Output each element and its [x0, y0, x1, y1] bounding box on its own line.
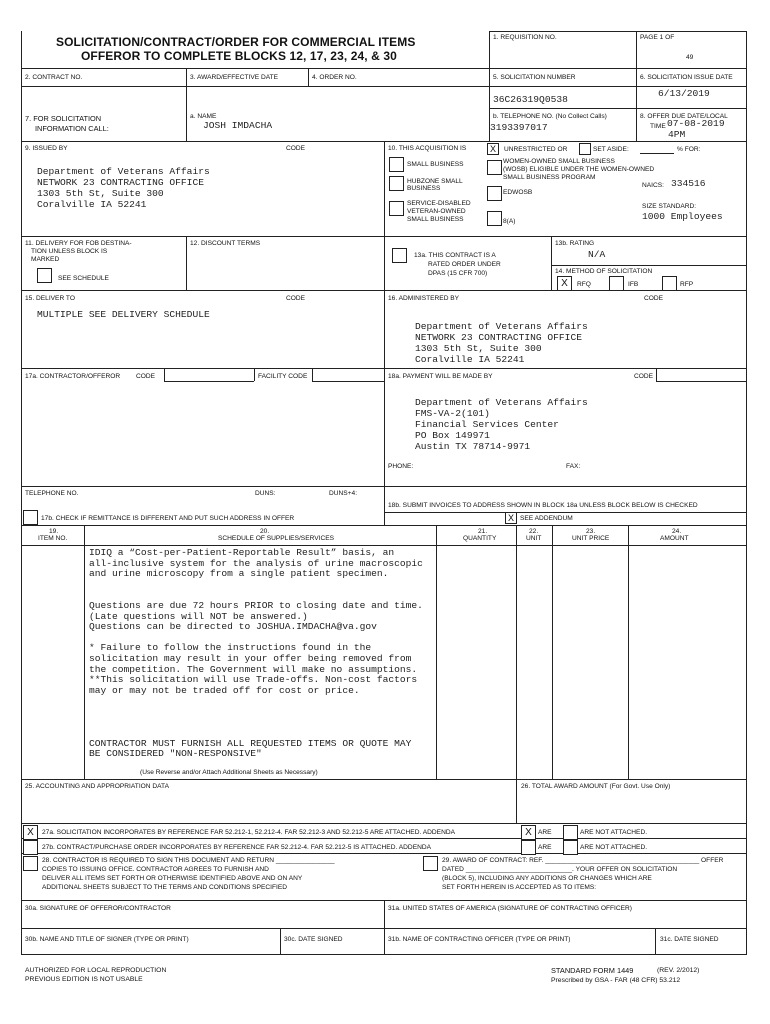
rated-order-checkbox[interactable] [392, 248, 407, 263]
page-label: PAGE 1 OF [640, 34, 675, 41]
rfq-label: RFQ [577, 281, 591, 288]
sdvosb-label-3: SMALL BUSINESS [407, 216, 464, 223]
requisition-no-label: 1. REQUISITION NO. [493, 34, 557, 41]
phone-label: PHONE: [388, 463, 414, 470]
small-business-label: SMALL BUSINESS [407, 161, 464, 168]
payment-by-label: 18a. PAYMENT WILL BE MADE BY [388, 373, 493, 380]
27b-checkbox[interactable] [23, 840, 38, 855]
27a-are-checkbox[interactable]: X [521, 825, 536, 840]
payment-by-line4: PO Box 149971 [415, 430, 490, 441]
offeror-date-label: 30c. DATE SIGNED [284, 936, 343, 943]
administered-by-line3: 1303 5th St, Suite 300 [415, 343, 542, 354]
col24-label: AMOUNT [660, 535, 689, 542]
col19-num: 19. [49, 528, 59, 535]
information-call-label: INFORMATION CALL: [35, 124, 109, 133]
28-text-3: DELIVER ALL ITEMS SET FORTH OR OTHERWISE IDENTIFIED ABOVE AND ON ANY [42, 875, 303, 882]
schedule-line: and urine microscopy from a single patient specimen. [89, 568, 389, 580]
administered-by-label: 16. ADMINISTERED BY [388, 295, 460, 302]
percent-for-label: % FOR: [677, 146, 701, 153]
27a-are-not-label: ARE NOT ATTACHED. [580, 829, 648, 836]
schedule-line: IDIQ a “Cost-per-Patient-Reportable Result” basis, an [89, 547, 395, 558]
edwosb-checkbox[interactable] [487, 186, 502, 201]
offer-due-date-value[interactable]: 07-08-2019 [667, 118, 725, 129]
rated-order-label-1: 13a. THIS CONTRACT IS A [414, 252, 496, 259]
footer-form-name: STANDARD FORM 1449 [551, 966, 634, 975]
sdvosb-label-1: SERVICE-DISABLED [407, 200, 471, 207]
payment-by-line2: FMS-VA-2(101) [415, 408, 490, 419]
col21-label: QUANTITY [463, 535, 497, 542]
offer-due-label: 8. OFFER DUE DATE/LOCAL [640, 113, 728, 120]
29-text-1: 29. AWARD OF CONTRACT: REF. __________________________________________ OFFER [442, 857, 724, 864]
issued-by-line3: 1303 5th St, Suite 300 [37, 188, 164, 199]
delivery-fob-label-1: 11. DELIVERY FOR FOB DESTINA- [25, 240, 132, 247]
schedule-line: (Late questions will NOT be answered.) [89, 610, 308, 622]
administered-by-line1: Department of Veterans Affairs [415, 321, 588, 332]
29-text-4: SET FORTH HEREIN IS ACCEPTED AS TO ITEMS: [442, 884, 597, 891]
accounting-label: 25. ACCOUNTING AND APPROPRIATION DATA [25, 783, 169, 790]
schedule-line: * Failure to follow the instructions found in the [89, 642, 372, 654]
total-award-label: 26. TOTAL AWARD AMOUNT (For Govt. Use Only) [521, 783, 671, 790]
27a-are-not-checkbox[interactable] [563, 825, 578, 840]
schedule-line: Questions are due 72 hours PRIOR to closing date and time. [89, 600, 423, 611]
issued-by-code-label: CODE [286, 145, 306, 152]
co-signature-label: 31a. UNITED STATES OF AMERICA (SIGNATURE OF CONTRACTING OFFICER) [388, 905, 632, 912]
deliver-to-code-label: CODE [286, 295, 306, 302]
unrestricted-label: UNRESTRICTED OR [504, 146, 568, 153]
rating-value[interactable]: N/A [588, 249, 606, 260]
wosb-checkbox[interactable] [487, 160, 502, 175]
small-business-checkbox[interactable] [389, 157, 404, 172]
facility-code-label: FACILITY CODE [258, 373, 308, 380]
footer-previous-edition: PREVIOUS EDITION IS NOT USABLE [25, 976, 143, 983]
discount-terms-label: 12. DISCOUNT TERMS [190, 240, 261, 247]
see-schedule-checkbox[interactable] [37, 268, 52, 283]
solicitation-number-label: 5. SOLICITATION NUMBER [493, 74, 576, 81]
footer-revision: (REV. 2/2012) [657, 967, 700, 974]
footer-reproduction: AUTHORIZED FOR LOCAL REPRODUCTION [25, 967, 167, 974]
delivery-fob-label-3: MARKED [31, 256, 60, 263]
payment-by-line1: Department of Veterans Affairs [415, 397, 588, 408]
col20-label: SCHEDULE OF SUPPLIES/SERVICES [218, 535, 335, 542]
contract-no-label: 2. CONTRACT NO. [25, 74, 83, 81]
payment-code-label: CODE [634, 373, 654, 380]
schedule-line: CONTRACTOR MUST FURNISH ALL REQUESTED ITEMS OR QUOTE MAY [89, 737, 412, 749]
rfq-checkbox[interactable]: X [557, 276, 572, 291]
28-checkbox[interactable] [23, 856, 38, 871]
deliver-to-label: 15. DELIVER TO [25, 295, 75, 302]
set-aside-label: SET ASIDE: [593, 146, 629, 153]
name-value[interactable]: JOSH IMDACHA [203, 120, 273, 131]
name-label: a. NAME [190, 113, 217, 120]
delivery-fob-label-2: TION UNLESS BLOCK IS [31, 248, 108, 255]
contractor-code-label: CODE [136, 373, 156, 380]
for-solicitation-label: 7. FOR SOLICITATION [25, 114, 102, 123]
contractor-offeror-label: 17a. CONTRACTOR/OFFEROR [25, 373, 121, 380]
rating-label: 13b. RATING [555, 240, 595, 247]
administered-by-code-label: CODE [644, 295, 664, 302]
rated-order-label-2: RATED ORDER UNDER [428, 261, 501, 268]
telephone-no-label: TELEPHONE NO. [25, 490, 79, 497]
col19-label: ITEM NO. [38, 535, 68, 542]
acquisition-label: 10. THIS ACQUISITION IS [388, 145, 467, 152]
col23-label: UNIT PRICE [572, 535, 610, 542]
solicitation-number-value[interactable]: 36C26319Q0538 [493, 94, 568, 105]
administered-by-line4: Coralville IA 52241 [415, 354, 525, 365]
29-text-3: (BLOCK 5), INCLUDING ANY ADDITIONS OR CHANGES WHICH ARE [442, 875, 652, 882]
27b-are-checkbox[interactable] [521, 840, 536, 855]
wosb-label-1: WOMEN-OWNED SMALL BUSINESS [503, 158, 615, 165]
fax-label: FAX: [566, 463, 581, 470]
col22-num: 22. [529, 528, 539, 535]
submit-invoices-label: 18b. SUBMIT INVOICES TO ADDRESS SHOWN IN BLOCK 18a UNLESS BLOCK BELOW IS CHECKED [388, 502, 698, 509]
remittance-checkbox[interactable] [23, 510, 38, 525]
co-name-label: 31b. NAME OF CONTRACTING OFFICER (TYPE OR PRINT) [388, 936, 571, 943]
col22-label: UNIT [526, 535, 542, 542]
issued-by-line4: Coralville IA 52241 [37, 199, 147, 210]
eight-a-checkbox[interactable] [487, 211, 502, 226]
hubzone-label-2: BUSINESS [407, 185, 441, 192]
size-standard-label: SIZE STANDARD: [642, 203, 697, 210]
form-title-line1: SOLICITATION/CONTRACT/ORDER FOR COMMERCIAL ITEMS [56, 35, 416, 49]
wosb-label-3: SMALL BUSINESS PROGRAM [503, 174, 596, 181]
schedule-line: the competition. The Government will make no assumptions. [89, 663, 418, 675]
administered-by-line2: NETWORK 23 CONTRACTING OFFICE [415, 332, 582, 343]
27a-checkbox[interactable]: X [23, 825, 38, 840]
co-date-label: 31c. DATE SIGNED [660, 936, 719, 943]
schedule-line: Questions can be directed to JOSHUA.IMDACHA@va.gov [89, 621, 377, 633]
hubzone-checkbox[interactable] [389, 176, 404, 191]
27a-are-label: ARE [538, 829, 552, 836]
telephone-label: b. TELEPHONE NO. (No Collect Calls) [493, 113, 607, 120]
col24-num: 24. [672, 528, 682, 535]
order-no-label: 4. ORDER NO. [312, 74, 357, 81]
28-text-2: COPIES TO ISSUING OFFICE. CONTRACTOR AGREES TO FURNISH AND [42, 866, 269, 873]
edwosb-label: EDWOSB [503, 189, 533, 196]
schedule-line: BE CONSIDERED "NON-RESPONSIVE" [89, 748, 262, 760]
27b-label: 27b. CONTRACT/PURCHASE ORDER INCORPORATES BY REFERENCE FAR 52.212-4. FAR 52.212-5 IS ATTACHED. ADDENDA [42, 844, 432, 851]
unrestricted-checkbox[interactable]: X [487, 143, 499, 155]
duns-label: DUNS: [255, 490, 276, 497]
schedule-line: may or may not be traded off for cost or price. [89, 684, 360, 696]
offeror-signature-label: 30a. SIGNATURE OF OFFEROR/CONTRACTOR [25, 905, 171, 912]
page-total: 49 [686, 54, 694, 61]
rfp-checkbox[interactable] [662, 276, 677, 291]
see-addendum-label: SEE ADDENDUM [520, 515, 573, 522]
29-text-2: DATED _____________________________. YOUR OFFER ON SOLICITATION [442, 866, 678, 873]
duns4-label: DUNS+4: [329, 490, 358, 497]
28-text-1: 28. CONTRACTOR IS REQUIRED TO SIGN THIS DOCUMENT AND RETURN ________________ [42, 857, 335, 864]
method-label: 14. METHOD OF SOLICITATION [555, 268, 653, 275]
schedule-line: all-inclusive system for the analysis of urine macroscopic [89, 557, 423, 569]
payment-by-line5: Austin TX 78714-9971 [415, 441, 531, 452]
sdvosb-label-2: VETERAN-OWNED [407, 208, 466, 215]
issue-date-value[interactable]: 6/13/2019 [658, 88, 710, 99]
remittance-label: 17b. CHECK IF REMITTANCE IS DIFFERENT AND PUT SUCH ADDRESS IN OFFER [41, 515, 295, 522]
naics-label: NAICS: [642, 182, 664, 189]
set-aside-checkbox[interactable] [579, 143, 591, 155]
eight-a-label: 8(A) [503, 218, 516, 225]
27b-are-not-label: ARE NOT ATTACHED. [580, 844, 648, 851]
hubzone-label-1: HUBZONE SMALL [407, 178, 463, 185]
29-checkbox[interactable] [423, 856, 438, 871]
issued-by-line1: Department of Veterans Affairs [37, 166, 210, 177]
issued-by-label: 9. ISSUED BY [25, 145, 68, 152]
award-date-label: 3. AWARD/EFFECTIVE DATE [190, 74, 279, 81]
sdvosb-checkbox[interactable] [389, 201, 404, 216]
ifb-label: IFB [628, 281, 639, 288]
deliver-to-value: MULTIPLE SEE DELIVERY SCHEDULE [37, 309, 210, 320]
offer-time-label: TIME [650, 123, 666, 130]
telephone-value[interactable]: 3193397017 [490, 122, 548, 133]
form-title-line2: OFFEROR TO COMPLETE BLOCKS 12, 17, 23, 24, & 30 [81, 49, 397, 63]
offer-due-time-value[interactable]: 4PM [668, 129, 686, 140]
see-addendum-checkbox[interactable]: X [505, 512, 517, 524]
rated-order-label-3: DPAS (15 CFR 700) [428, 270, 488, 277]
schedule-line: solicitation may result in your offer being removed from [89, 653, 412, 664]
footer-prescribed-by: Prescribed by GSA - FAR (48 CFR) 53.212 [551, 977, 681, 984]
size-standard-value[interactable]: 1000 Employees [642, 211, 723, 222]
col20-num: 20. [260, 528, 270, 535]
wosb-label-2: (WOSB) ELIGIBLE UNDER THE WOMEN-OWNED [503, 166, 655, 173]
col23-num: 23. [586, 528, 596, 535]
rfp-label: RFP [680, 281, 694, 288]
ifb-checkbox[interactable] [609, 276, 624, 291]
reverse-note: (Use Reverse and/or Attach Additional Sheets as Necessary) [140, 769, 318, 776]
naics-value[interactable]: 334516 [671, 178, 706, 189]
see-schedule-label: SEE SCHEDULE [58, 275, 109, 282]
issue-date-label: 6. SOLICITATION ISSUE DATE [640, 74, 733, 81]
col21-num: 21. [478, 528, 488, 535]
28-text-4: ADDITIONAL SHEETS SUBJECT TO THE TERMS AND CONDITIONS SPECIFIED [42, 884, 287, 891]
signer-name-label: 30b. NAME AND TITLE OF SIGNER (TYPE OR PRINT) [25, 936, 189, 943]
payment-by-line3: Financial Services Center [415, 419, 559, 430]
27a-label: 27a. SOLICITATION INCORPORATES BY REFERENCE FAR 52.212-1, 52.212-4. FAR 52.212-3 AND 52.212-5 ARE ATTACHED. ADDENDA [42, 829, 455, 836]
issued-by-line2: NETWORK 23 CONTRACTING OFFICE [37, 177, 204, 188]
schedule-line: **This solicitation will use Trade-offs. Non-cost factors [89, 674, 418, 686]
27b-are-label: ARE [538, 844, 552, 851]
27b-are-not-checkbox[interactable] [563, 840, 578, 855]
